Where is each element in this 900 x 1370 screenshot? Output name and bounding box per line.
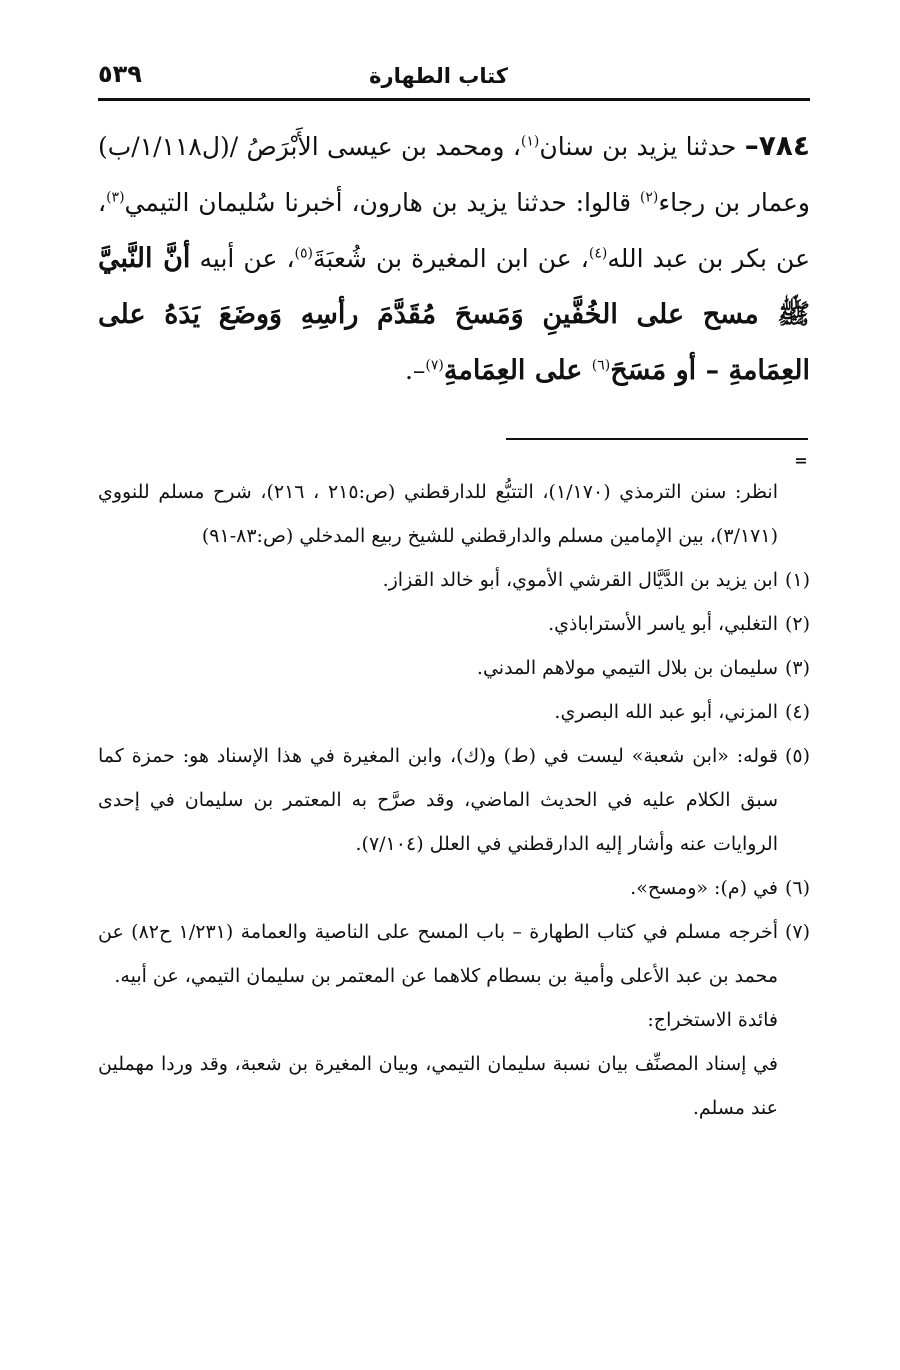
footnote-ref: (٤) [588, 245, 608, 262]
footnote-ref: (٦) [591, 357, 611, 374]
footnote-ref: (٧) [425, 357, 444, 374]
footnote-ref: (١) [520, 133, 540, 150]
footnote-item [98, 690, 810, 734]
hadith-text-segment: ، عن أبيه [190, 244, 295, 273]
footnote-label: (٦) [784, 877, 810, 899]
footnote-label: (٤) [784, 701, 810, 723]
footnote-continuation: انظر: سنن الترمذي (١/١٧٠)، التتبُّع للدارقطني (ص:٢١٥ ، ٢١٦)، شرح مسلم للنووي (٣/١٧١)، بين الإمامين مسلم والدارقطني للشيخ ربيع المدخلي (ص:٨٣-٩١) [98, 481, 778, 547]
page-header [98, 58, 808, 102]
footnote-label: (٥) [784, 745, 810, 767]
footnote-label: (٣) [784, 657, 810, 679]
footnote-text: المزني، أبو عبد الله البصري. [554, 701, 778, 723]
continuation-mark: = [794, 451, 808, 470]
hadith-text-segment: ، عن ابن المغيرة بن شُعبَةَ [313, 244, 589, 273]
footnote-text: في (م): «ومسح». [630, 877, 778, 899]
hadith-text-segment: ، ومحمد بن عيسى الأَبْرَصُ /(ل١/١١٨/ب) وعمار بن رجاء [98, 132, 810, 217]
footnote-item [98, 558, 810, 602]
footnote-item [98, 910, 810, 998]
footnote-text: أخرجه مسلم في كتاب الطهارة – باب المسح على الناصية والعمامة (١/٢٣١ ح٨٢) عن محمد بن عبد الأعلى وأمية بن بسطام كلاهما عن المعتمر بن سليمان التيمي، عن أبيه. [98, 921, 778, 987]
hadith-number: ٧٨٤– [744, 129, 810, 162]
header-rule [98, 98, 810, 101]
hadith-matn: على العِمَامةِ [443, 355, 592, 386]
footnote-text: سليمان بن بلال التيمي مولاهم المدني. [476, 657, 778, 679]
footnote-item [98, 602, 810, 646]
footnote-text: ابن يزيد بن الدَّيَّال القرشي الأموي، أبو خالد القزاز. [382, 569, 778, 591]
hadith-text-segment: ، عن بكر بن عبد الله [98, 188, 810, 273]
footnote-text: التغلبي، أبو ياسر الأستراباذي. [548, 613, 778, 635]
footnote-item [98, 866, 810, 910]
hadith-text-segment: قالوا: حدثنا يزيد بن هارون، أخبرنا سُليمان التيمي [124, 188, 640, 217]
hadith-text-segment: حدثنا يزيد بن سنان [539, 132, 745, 161]
running-title: كتاب الطهارة [369, 64, 508, 88]
hadith-matn: أنَّ النَّبيَّ ﷺ مسح على الخُفَّينِ وَمَسحَ مُقَدَّمَ رأسِهِ وَوضَعَ يَدَهُ على العِمَامةِ – أو مَسَحَ [98, 243, 810, 386]
footnote-item [98, 646, 810, 690]
footnote-label: (٢) [784, 613, 810, 635]
page-number: ٥٣٩ [98, 60, 142, 88]
footnote-ref: (٢) [639, 189, 659, 206]
footnote-ref: (٣) [106, 189, 125, 206]
footnote-label: (١) [784, 569, 810, 591]
footnote-ref: (٥) [294, 245, 314, 262]
footnotes [98, 470, 810, 1130]
footnote-label: (٧) [784, 921, 810, 943]
benefit-text: في إسناد المصنِّف بيان نسبة سليمان التيمي، وبيان المغيرة بن شعبة، وقد وردا مهملين عند مسلم. [98, 1053, 778, 1119]
benefit-title: فائدة الاستخراج: [647, 1009, 778, 1031]
footnote-text: قوله: «ابن شعبة» ليست في (ط) و(ك)، وابن المغيرة في هذا الإسناد هو: حمزة كما سبق الكلام عليه في الحديث الماضي، وقد صرَّح به المعتمر بن سليمان في إحدى الروايات عنه وأشار إليه الدارقطني في العلل (٧/١٠٤). [98, 745, 778, 855]
footnote-separator [506, 438, 808, 440]
hadith-end: –. [404, 356, 426, 385]
hadith-text [98, 118, 810, 399]
footnote-item [98, 734, 810, 866]
